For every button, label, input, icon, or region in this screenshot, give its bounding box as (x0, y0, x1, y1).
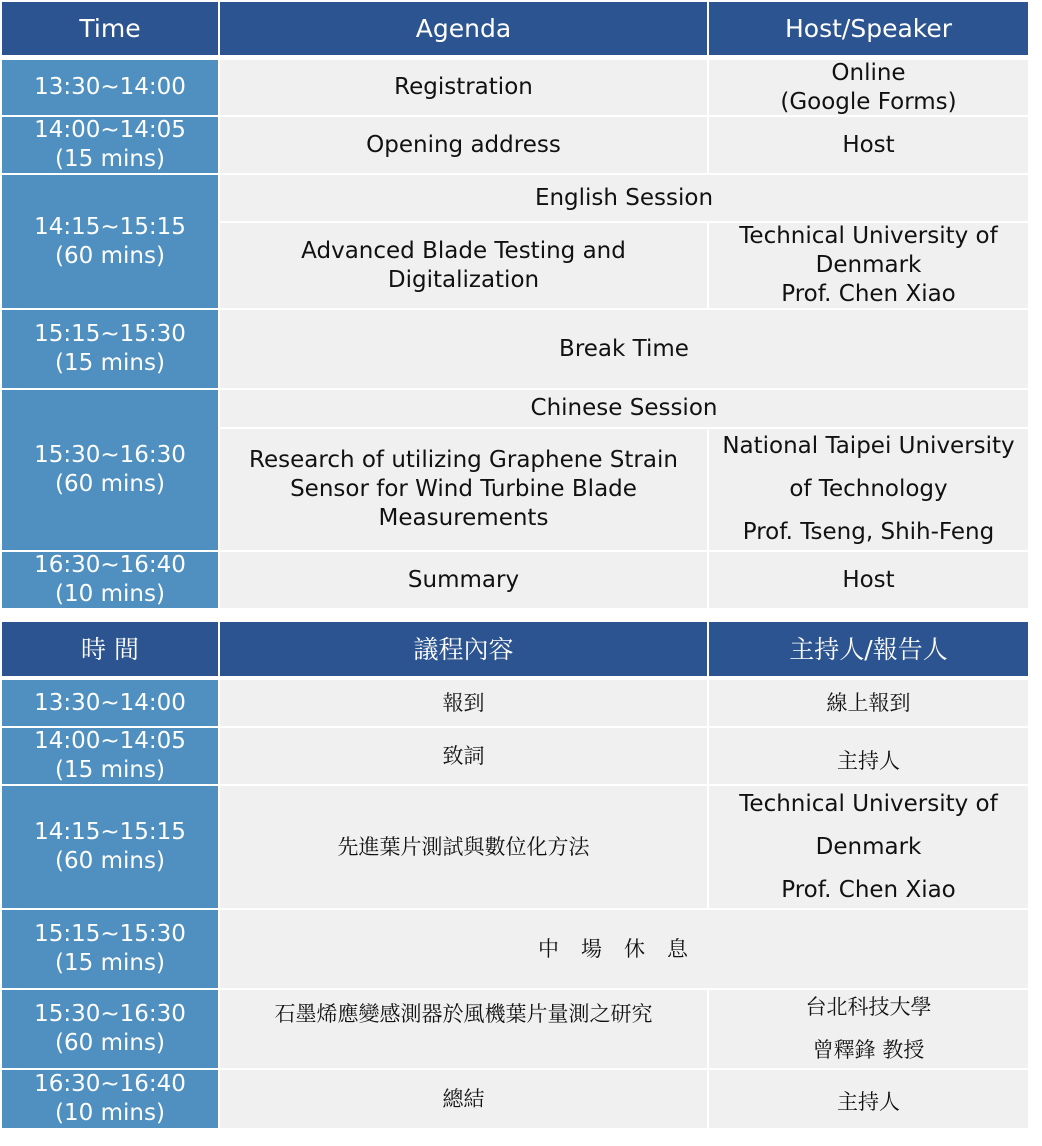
header-agenda-label: Agenda (415, 14, 512, 43)
time-cell (2, 990, 218, 1068)
session-label: Chinese Session (530, 395, 718, 421)
time-range: 13:30~14:00 (34, 689, 186, 716)
agenda-text: Opening address (366, 131, 561, 158)
agenda-line: Advanced Blade Testing and (301, 237, 626, 264)
time-cell (2, 1070, 218, 1128)
host-line: Denmark (815, 833, 922, 860)
host-line: Prof. Tseng, Shih-Feng (742, 519, 995, 545)
agenda-text: Break Time (559, 335, 689, 362)
time-range: 14:00~14:05 (34, 728, 186, 754)
host-line: National Taipei University (722, 433, 1015, 459)
host-line: Host (842, 131, 895, 158)
time-cell (2, 728, 218, 784)
duration: (60 mins) (55, 471, 165, 497)
time-range: 14:15~15:15 (34, 819, 186, 845)
host-cell (709, 728, 1028, 784)
time-range: 14:15~15:15 (34, 213, 186, 240)
time-range: 14:00~14:05 (34, 117, 186, 143)
session-label: English Session (534, 184, 714, 211)
duration: (15 mins) (55, 146, 165, 172)
host-cell (709, 60, 1028, 115)
time-range: 15:15~15:30 (34, 321, 186, 347)
host-cell (709, 680, 1028, 726)
host-line: Prof. Chen Xiao (781, 281, 956, 307)
agenda-line: Sensor for Wind Turbine Blade (290, 476, 637, 502)
host-line: Prof. Chen Xiao (781, 876, 956, 903)
time-range: 15:30~16:30 (34, 442, 186, 468)
duration: (60 mins) (55, 848, 165, 874)
host-line: 主持人 (837, 1089, 900, 1114)
host-line: of Technology (789, 476, 948, 502)
agenda-text: 石墨烯應變感測器於風機葉片量測之研究 (274, 1002, 653, 1026)
host-line: 台北科技大學 (805, 995, 932, 1019)
time-range: 15:15~15:30 (34, 921, 186, 947)
agenda-text: 中場休息 (538, 936, 710, 961)
duration: (10 mins) (55, 581, 165, 607)
agenda-cell (220, 223, 707, 308)
break-cell (220, 310, 1028, 388)
agenda-text: 先進葉片測試與數位化方法 (337, 834, 590, 859)
header-agenda-label: 議程內容 (413, 634, 514, 664)
host-line: (Google Forms) (780, 88, 957, 115)
agenda-cell (220, 1070, 707, 1128)
header-host-label: 主持人/報告人 (789, 634, 948, 664)
agenda-cell (220, 429, 707, 550)
agenda-text: 報到 (442, 690, 485, 715)
host-cell (709, 786, 1028, 908)
header-time-label: Time (79, 14, 141, 43)
duration: (15 mins) (55, 757, 165, 783)
agenda-cell (220, 552, 707, 608)
host-line: Denmark (815, 252, 922, 278)
host-cell (709, 223, 1028, 308)
time-cell (2, 117, 218, 173)
time-cell (2, 552, 218, 608)
host-line: 線上報到 (826, 690, 911, 715)
session-label-cell (220, 175, 1028, 221)
agenda-line: Research of utilizing Graphene Strain (249, 447, 678, 473)
time-range: 13:30~14:00 (34, 74, 186, 100)
agenda-line: Measurements (378, 505, 549, 531)
duration: (60 mins) (55, 1030, 165, 1056)
host-line: Technical University of (739, 790, 998, 817)
agenda-cell (220, 786, 707, 908)
host-line: 曾釋鋒 教授 (812, 1038, 925, 1062)
break-cell (220, 910, 1028, 988)
duration: (60 mins) (55, 242, 165, 269)
host-cell (709, 117, 1028, 173)
header-time (2, 622, 218, 676)
host-cell (709, 429, 1028, 550)
session-label-cell (220, 390, 1028, 427)
agenda-text: 致詞 (442, 743, 485, 768)
time-cell (2, 175, 218, 308)
duration: (10 mins) (55, 1100, 165, 1126)
host-cell (709, 1070, 1028, 1128)
header-time (2, 2, 218, 55)
time-cell (2, 60, 218, 115)
host-line: Host (842, 566, 895, 593)
duration: (15 mins) (55, 350, 165, 376)
header-host (709, 622, 1028, 676)
time-cell (2, 390, 218, 550)
time-range: 16:30~16:40 (34, 1071, 186, 1097)
host-cell (709, 990, 1028, 1068)
agenda-line: Digitalization (387, 266, 540, 293)
header-host (709, 2, 1028, 55)
agenda-cell (220, 117, 707, 173)
agenda-cell (220, 990, 707, 1068)
agenda-text: Registration (394, 74, 533, 100)
host-cell (709, 552, 1028, 608)
time-cell (2, 680, 218, 726)
chinese-agenda-table (2, 622, 1028, 1128)
host-line: 主持人 (837, 748, 900, 773)
header-host-label: Host/Speaker (784, 14, 953, 43)
agenda-text: Summary (407, 566, 520, 593)
agenda-cell (220, 60, 707, 115)
time-range: 15:30~16:30 (34, 1001, 186, 1027)
agenda-cell (220, 680, 707, 726)
time-cell (2, 786, 218, 908)
host-line: Technical University of (739, 223, 998, 249)
header-agenda (220, 2, 707, 55)
time-cell (2, 910, 218, 988)
duration: (15 mins) (55, 950, 165, 976)
time-cell (2, 310, 218, 388)
host-line: Online (831, 59, 906, 86)
header-agenda (220, 622, 707, 676)
time-range: 16:30~16:40 (34, 552, 186, 578)
agenda-cell (220, 728, 707, 784)
agenda-text: 總結 (442, 1086, 485, 1111)
header-time-label: 時 間 (81, 634, 139, 664)
english-agenda-table (2, 2, 1028, 608)
